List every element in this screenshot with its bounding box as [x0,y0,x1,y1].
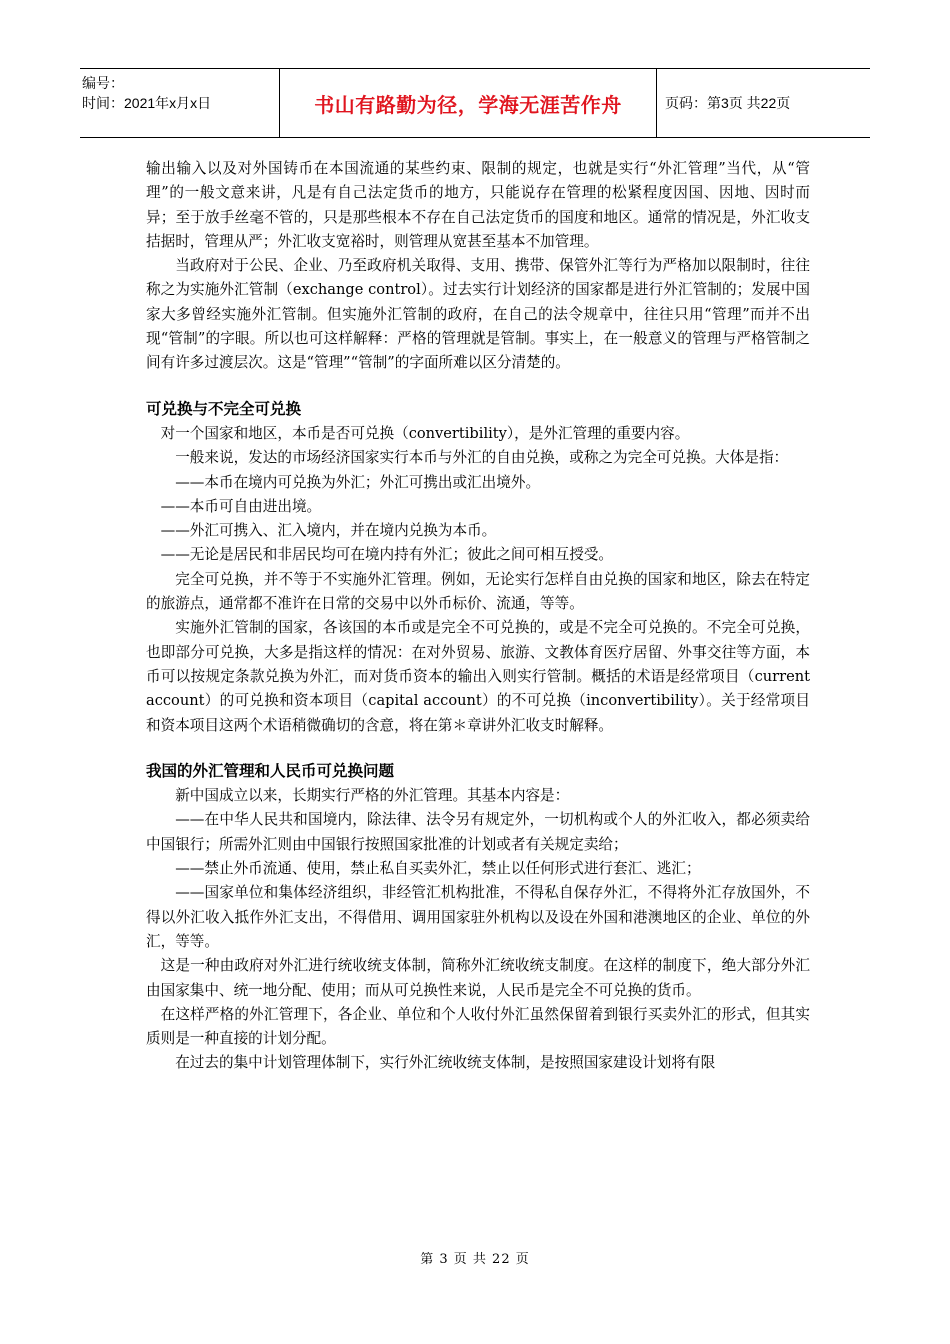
list-item: ——本币在境内可兑换为外汇；外汇可携出或汇出境外。 [175,473,541,491]
paragraph: 对一个国家和地区，本币是否可兑换（convertibility），是外汇管理的重要内容。 [160,424,690,442]
section-heading: 我国的外汇管理和人民币可兑换问题 [146,762,395,780]
paragraph: 完全可兑换，并不等于不实施外汇管理。例如，无论实行怎样自由兑换的国家和地区，除去在特定的旅游点，通常都不准许在日常的交易中以外币标价、流通，等等。 [146,570,810,613]
list-item: ——国家单位和集体经济组织，非经管汇机构批准，不得私自保存外汇，不得将外汇存放国外，不得以外汇收入抵作外汇支出，不得借用、调用国家驻外机构以及设在外国和港澳地区的企业、单位的外汇，等等。 [146,884,810,950]
list-item: ——禁止外币流通、使用，禁止私自买卖外汇，禁止以任何形式进行套汇、逃汇； [175,860,701,878]
list-item: ——无论是居民和非居民均可在境内持有外汇；彼此之间可相互授受。 [160,546,614,564]
list-item: ——本币可自由进出境。 [160,497,322,515]
paragraph: 新中国成立以来，长期实行严格的外汇管理。其基本内容是： [175,787,570,805]
header-page-number: 页码：第3页 共22页 [665,95,791,111]
paragraph: 输出输入以及对外国铸币在本国流通的某些约束、限制的规定，也就是实行“外汇管理”当代，从“管理”的一般文意来讲，凡是有自己法定货币的地方，只能说存在管理的松紧程度因国、因地、因时而异；至于放手丝毫不管的，只是那些根本不存在自己法定货币的国度和地区。通常的情况是，外汇收支拮据时，管理从严；外汇收支宽裕时，则管理从宽甚至基本不加管理。 [146,160,810,250]
section-heading: 可兑换与不完全可兑换 [146,400,302,418]
paragraph: 实施外汇管制的国家，各该国的本币或是完全不可兑换的，或是不完全可兑换的。不完全可兑换，也即部分可兑换，大多是指这样的情况：在对外贸易、旅游、文教体育医疗居留、外事交往等方面，本币可以按规定条款兑换为外汇，而对货币资本的输出入则实行管制。概括的术语是经常项目（current account）的可兑换和资本项目（capital account）的不可兑换（inconvertibility）。关于经常项目和资本项目这两个术语稍微确切的含意，将在第＊章讲外汇收支时解释。 [146,619,810,734]
header-motto: 书山有路勤为径，学海无涯苦作舟 [280,69,657,137]
page-footer: 第 3 页 共 22 页 [420,1252,530,1267]
header-meta [80,69,280,137]
serial-number-label: 编号： [82,75,124,91]
list-item: ——外汇可携入、汇入境内，并在境内兑换为本币。 [160,522,497,540]
paragraph: 在这样严格的外汇管理下，各企业、单位和个人收付外汇虽然保留着到银行买卖外汇的形式，但其实质则是一种直接的计划分配。 [146,1005,810,1048]
document-header [80,68,870,138]
paragraph: 一般来说，发达的市场经济国家实行本币与外汇的自由兑换，或称之为完全可兑换。大体是指： [175,449,789,467]
paragraph: 在过去的集中计划管理体制下，实行外汇统收统支体制，是按照国家建设计划将有限 [175,1054,716,1072]
date-label: 时间：2021年x月x日 [82,95,212,111]
document-body [146,157,810,1076]
paragraph: 这是一种由政府对外汇进行统收统支体制，简称外汇统收统支制度。在这样的制度下，绝大部分外汇由国家集中、统一地分配、使用；而从可兑换性来说，人民币是完全不可兑换的货币。 [146,957,810,999]
list-item: ——在中华人民共和国境内，除法律、法令另有规定外，一切机构或个人的外汇收入，都必须卖给中国银行；所需外汇则由中国银行按照国家批准的计划或者有关规定卖给； [146,811,810,853]
paragraph: 当政府对于公民、企业、乃至政府机关取得、支用、携带、保管外汇等行为严格加以限制时，往往称之为实施外汇管制（exchange control）。过去实行计划经济的国家都是进行外汇管制的；发展中国家大多曾经实施外汇管制。但实施外汇管制的政府，在自己的法令规章中，往往只用“管理”而并不出现“管制”的字眼。所以也可这样解释：严格的管理就是管制。事实上，在一般意义的管理与严格管制之间有许多过渡层次。这是“管理”“管制”的字面所难以区分清楚的。 [146,257,810,372]
